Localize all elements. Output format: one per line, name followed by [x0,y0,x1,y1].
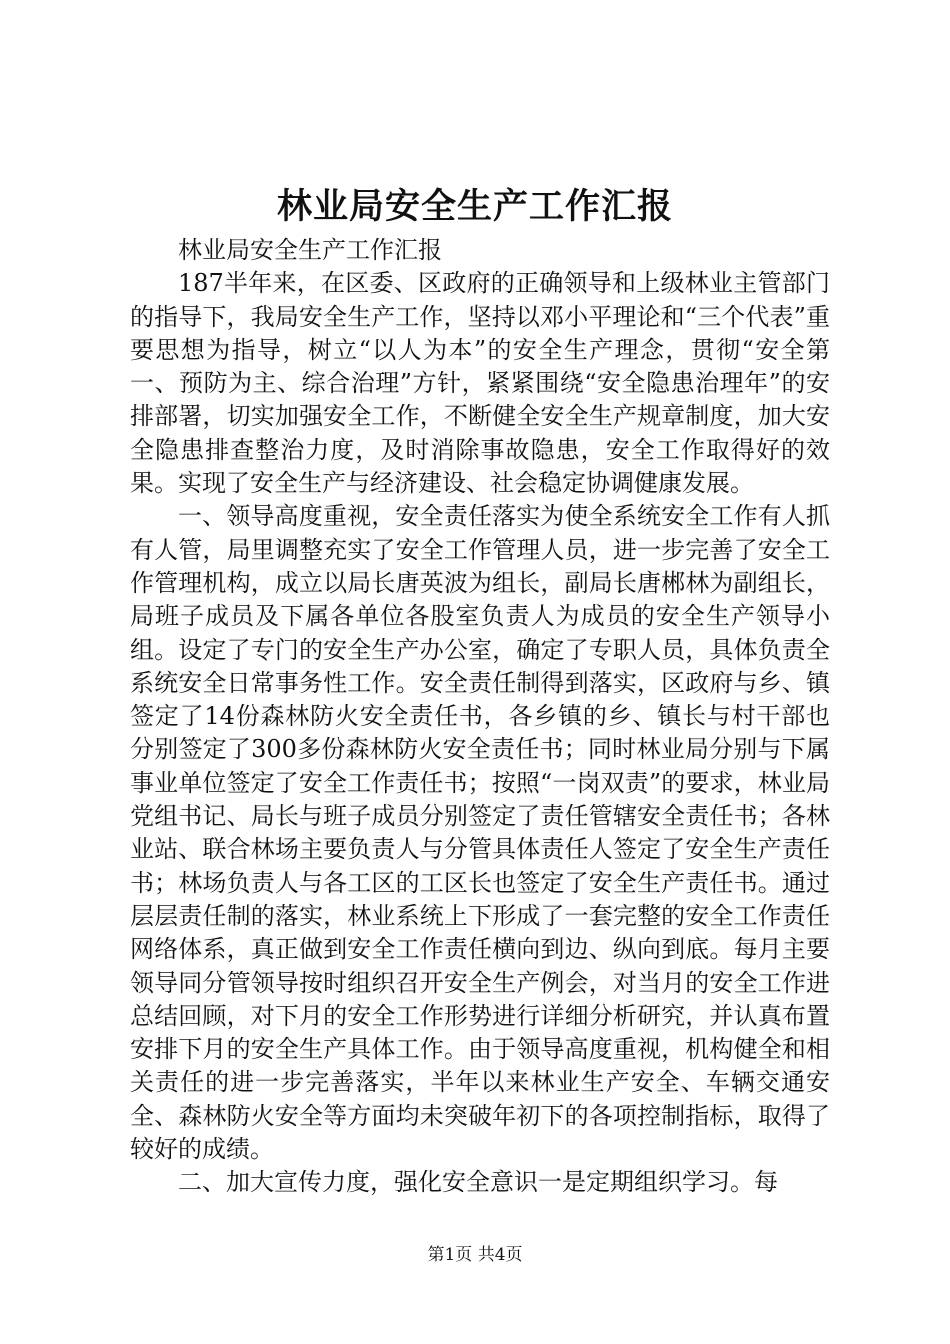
paragraph-subtitle: 林业局安全生产工作汇报 [178,236,442,264]
paragraph-section-2: 二、加大宣传力度，强化安全意识一是定期组织学习。每 [178,1168,778,1197]
paragraph-intro: 187半年来，在区委、区政府的正确领导和上级林业主管部门的指导下，我局安全生产工作，坚持以邓小平理论和“三个代表”重要思想为指导，树立“以人为本”的安全生产理念，贯彻“安全第一、预防为主、综合治理”方针，紧紧围绕“安全隐患治理年”的安排部署，切实加强安全工作，不断健全安全生产规章制度，加大安全隐患排查整治力度，及时消除事故隐患，安全工作取得好的效果。实现了安全生产与经济建设、社会稳定协调健康发展。 [130,269,830,498]
page-footer: 第1页 共4页 [427,1245,523,1265]
paragraph-section-1: 一、领导高度重视，安全责任落实为使全系统安全工作有人抓有人管，局里调整充实了安全工作管理人员，进一步完善了安全工作管理机构，成立以局长唐英波为组长，副局长唐郴林为副组长，局班子成员及下属各单位各股室负责人为成员的安全生产领导小组。设定了专门的安全生产办公室，确定了专职人员，具体负责全系统安全日常事务性工作。安全责任制得到落实，区政府与乡、镇签定了14份森林防火安全责任书，各乡镇的乡、镇长与村干部也分别签定了300多份森林防火安全责任书；同时林业局分别与下属事业单位签定了安全工作责任书；按照“一岗双责”的要求，林业局党组书记、局长与班子成员分别签定了责任管辖安全责任书；各林业站、联合林场主要负责人与分管具体责任人签定了安全生产责任书；林场负责人与各工区的工区长也签定了安全生产责任书。通过层层责任制的落实，林业系统上下形成了一套完整的安全工作责任网络体系，真正做到安全工作责任横向到边、纵向到底。每月主要领导同分管领导按时组织召开安全生产例会，对当月的安全工作进总结回顾，对下月的安全工作形势进行详细分析研究，并认真布置安排下月的安全生产具体工作。由于领导高度重视，机构健全和相关责任的进一步完善落实，半年以来林业生产安全、车辆交通安全、森林防火安全等方面均未突破年初下的各项控制指标，取得了较好的成绩。 [130,502,830,1164]
document-title: 林业局安全生产工作汇报 [276,186,673,227]
document-body [130,234,830,1200]
